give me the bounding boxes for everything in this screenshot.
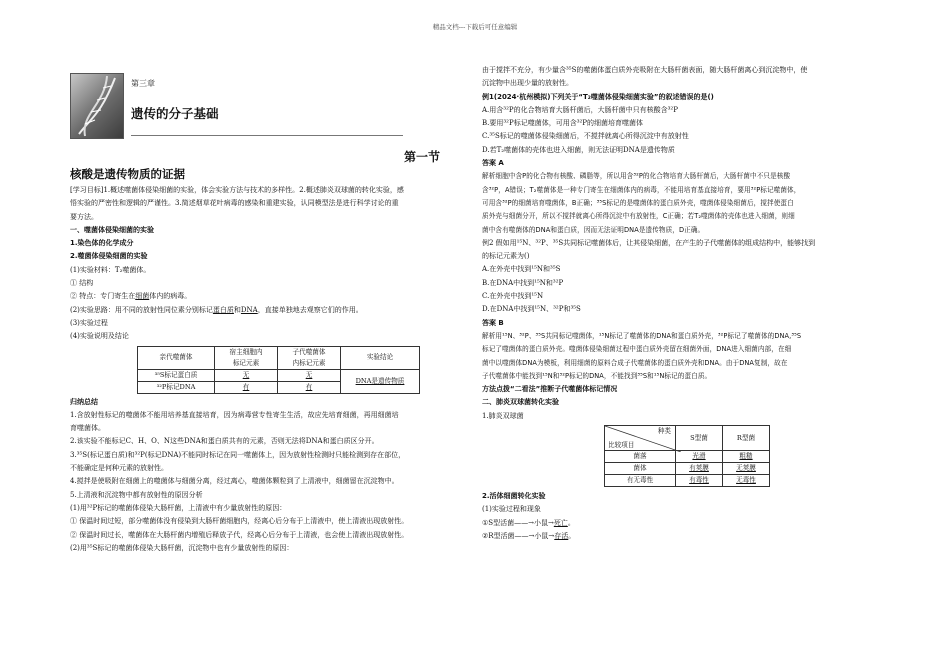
- text-feature: [70, 290, 470, 303]
- summary-7: ① 保温时间过短，部分噬菌体没有侵染到大肠杆菌细胞内，经离心后分布于上清液中，使上清液出现放射性。: [70, 517, 409, 526]
- text-idea: [70, 304, 470, 317]
- corner-bottom: 比较项目: [608, 441, 635, 450]
- option-2a: A.在外壳中找到¹⁵N和³⁵S: [482, 265, 561, 274]
- t: 体内的病毒。: [149, 292, 192, 301]
- th-parent: 亲代噬菌体: [138, 346, 215, 369]
- heading-pneumococcus: 二、肺炎双球菌转化实验: [482, 398, 559, 407]
- summary-4: 4.搅拌是使吸附在细菌上的噬菌体与细菌分离，经过离心，噬菌体颗粒到了上清液中，细菌留在沉淀物中。: [70, 477, 399, 486]
- cell: ³⁵S标记蛋白质: [138, 369, 215, 381]
- explanation-1-5: 菌中含有噬菌体的DNA和蛋白质，因而无法证明DNA是遗传物质，D正确。: [482, 225, 705, 234]
- title-rule: [131, 135, 403, 136]
- answer-2: 答案 B: [482, 318, 504, 327]
- cell: 无荚膜: [723, 463, 770, 475]
- summary-1: 1.含放射性标记的噬菌体不能用培养基直接培育，因为病毒营专性寄生生活，故应先培育细菌，再用细菌培: [70, 410, 399, 419]
- method-tip: 方法点拨“二看法”推断子代噬菌体标记情况: [482, 385, 618, 394]
- cell: ³²P标记DNA: [138, 381, 215, 393]
- blank-dna: DNA: [240, 305, 258, 314]
- blank-survive: 存活: [554, 531, 569, 540]
- t: ——→小鼠→: [514, 518, 554, 527]
- t: ② 特点：专门寄生在: [70, 292, 136, 301]
- cell: 无毒性: [723, 475, 770, 487]
- blank-bacteria: 细菌: [135, 292, 150, 301]
- text-process: (3)实验过程: [70, 318, 108, 327]
- heading-live-transform: 2.活体细菌转化实验: [482, 492, 546, 501]
- heading-chromosome: 1.染色体的化学成分: [70, 239, 134, 248]
- blank-death: 死亡: [553, 518, 568, 527]
- explanation-2-4: 子代噬菌体中能找到¹⁵N和³²P标记的DNA，不能找到³⁵S和¹⁵N标记的蛋白质。: [482, 371, 712, 380]
- th-conclusion: 实验结论: [341, 346, 420, 369]
- t: ，直接单独地去观察它们的作用。: [257, 305, 363, 314]
- pneumococcus-table: [604, 425, 770, 487]
- th-offspring: 子代噬菌体: [278, 346, 341, 358]
- heading-pneumococcus-1: 1.肺炎双球菌: [482, 411, 524, 420]
- continued-2: 沉淀物中出现少量的放射性。: [482, 79, 573, 88]
- example-2: 例2 假如用¹⁵N、³²P、³⁵S共同标记噬菌体后，让其侵染细菌，在产生的子代噬菌体的组成结构中，能够找到: [482, 238, 816, 247]
- cell: 光滑: [676, 451, 723, 463]
- row-toxicity: 有无毒性: [605, 475, 676, 487]
- chapter-label: 第三章: [131, 79, 155, 88]
- cell-conclusion: DNA是遗传物质: [341, 369, 420, 393]
- t: 和: [233, 305, 241, 314]
- th-host-2: 标记元素: [215, 358, 278, 370]
- summary-1b: 育噬菌体。: [70, 424, 105, 433]
- summary-9: (2)用³⁵S标记的噬菌体侵染大肠杆菌，沉淀物中也有少量放射性的原因：: [70, 543, 294, 552]
- t: ②R型活菌: [482, 531, 515, 540]
- th-host: 宿主细胞内: [215, 346, 278, 358]
- cell: 粗糙: [723, 451, 770, 463]
- cell: 有毒性: [676, 475, 723, 487]
- option-b: B.要用³²P标记噬菌体，可用含³²P的细菌培育噬菌体: [482, 119, 644, 128]
- text-material: (1)实验材料：T₂噬菌体。: [70, 265, 151, 274]
- text-conclusion: (4)实验说明及结论: [70, 332, 129, 341]
- explanation-1: 解析细胞中含P的化合物有核酸、磷脂等，所以用含³²P的化合物培育大肠杆菌后，大肠杆菌中不只是核酸: [482, 172, 791, 181]
- page-header: 精品文档---下载后可任意编辑: [432, 23, 518, 31]
- example-1: 例1(2024·杭州模拟)下列关于“T₂噬菌体侵染细菌实验”的叙述错误的是(): [482, 92, 714, 101]
- continued-1: 由于搅拌不充分，有少量含³⁵S的噬菌体蛋白质外壳吸附在大肠杆菌表面，随大肠杆菌离心到沉淀物中，使: [482, 66, 808, 74]
- cell: 有: [215, 381, 278, 393]
- learning-goals-3: 要方法。: [70, 212, 98, 221]
- th-s: S型菌: [676, 426, 723, 451]
- t: 。: [568, 531, 576, 540]
- corner-top: 种类: [657, 427, 671, 436]
- option-2c: C.在外壳中找到¹⁵N: [482, 292, 544, 301]
- summary-2: 2.该实验不能标记C、H、O、N这些DNA和蛋白质共有的元素，否则无法将DNA和蛋白质区分开。: [70, 437, 379, 446]
- summary-3: 3.³⁵S(标记蛋白质)和³²P(标记DNA)不能同时标记在同一噬菌体上，因为放射性检测时只能检测到存在部位，: [70, 450, 406, 459]
- row-body: 菌体: [605, 463, 676, 475]
- t: (2)实验思路：用不同的放射性同位素分别标记: [70, 305, 213, 314]
- text-process-2: (1)实验过程和现象: [482, 505, 541, 514]
- learning-goals: [学习目标]1.概述噬菌体侵染细菌的实验，体会实验方法与技术的多样性。2.概述肺炎双球菌的转化实验，感: [70, 186, 404, 194]
- step-s: [482, 517, 892, 530]
- explanation-2: 解析用¹⁵N、³²P、³⁵S共同标记噬菌体，¹⁵N标记了噬菌体的DNA和蛋白质外壳，³²P标记了噬菌体的DNA,³⁵S: [482, 331, 802, 340]
- text-structure: ① 结构: [70, 279, 94, 288]
- chapter-title: 遗传的分子基础: [131, 106, 219, 121]
- summary-8: ② 保温时间过长，噬菌体在大肠杆菌内增殖后释放子代，经离心后分布于上清液，也会使上清液出现放射性。: [70, 530, 409, 539]
- cell: 无: [278, 369, 341, 381]
- t: 。: [567, 518, 575, 527]
- right-column: [482, 64, 892, 543]
- explanation-2-3: 菌中以噬菌体DNA为模板，利用细菌的原料合成子代噬菌体的蛋白质外壳和DNA。由于DNA复制，故在: [482, 358, 788, 367]
- option-2d: D.在DNA中找到¹⁵N、³²P和³⁵S: [482, 305, 581, 314]
- row-colony: 菌落: [605, 451, 676, 463]
- phage-table: [137, 346, 420, 394]
- th-offspring-2: 内标记元素: [278, 358, 341, 370]
- blank-protein: 蛋白质: [212, 305, 234, 314]
- dna-helix-illustration: [70, 73, 124, 139]
- cell: 有荚膜: [676, 463, 723, 475]
- answer-1: 答案 A: [482, 159, 504, 168]
- section-title: 核酸是遗传物质的证据: [70, 167, 185, 181]
- explanation-1-4: 质外壳与细菌分开，所以不搅拌就离心所得沉淀中有放射性，C正确；若T₂噬菌体的壳体也进入细菌，则细: [482, 212, 795, 221]
- t: ——→小鼠→: [514, 531, 555, 540]
- cell: 无: [215, 369, 278, 381]
- section-label: 第一节: [404, 150, 441, 164]
- learning-goals-2: 悟实验的严密性和逻辑的严谨性。3.简述烟草花叶病毒的感染和重建实验，认同模型法是进行科学讨论的重: [70, 199, 399, 208]
- summary-6: (1)用³²P标记的噬菌体侵染大肠杆菌，上清液中有少量放射性的原因：: [70, 503, 287, 512]
- option-a: A.用含³²P的化合物培育大肠杆菌后，大肠杆菌中只有核酸含³²P: [482, 105, 678, 114]
- heading-phage: 一、噬菌体侵染细菌的实验: [70, 225, 154, 234]
- step-r: [482, 530, 892, 543]
- option-d: D.若T₂噬菌体的壳体也进入细菌，则无法证明DNA是遗传物质: [482, 145, 675, 154]
- summary-5: 5.上清液和沉淀物中都有放射性的原因分析: [70, 490, 203, 499]
- diag-cell: [605, 426, 676, 451]
- explanation-2-2: 标记了噬菌体的蛋白质外壳。噬菌体侵染细菌过程中蛋白质外壳留在细菌外面，DNA进入细菌内部，在细: [482, 345, 792, 354]
- explanation-1-2: 含³²P，A错误；T₂噬菌体是一种专门寄生在细菌体内的病毒，不能用培育基直接培育，要用³²P标记噬菌体，: [482, 185, 801, 194]
- summary-3b: 不能确定是何种元素的放射性。: [70, 464, 168, 473]
- cell: 有: [278, 381, 341, 393]
- option-2b: B.在DNA中找到¹⁵N和³²P: [482, 278, 564, 287]
- t: ①S型活菌: [482, 518, 515, 527]
- heading-experiment: 2.噬菌体侵染细菌的实验: [70, 252, 148, 261]
- example-2b: 的标记元素为(): [482, 252, 530, 261]
- option-c: C.³⁵S标记的噬菌体侵染细菌后，不搅拌就离心所得沉淀中有放射性: [482, 132, 689, 141]
- explanation-1-3: 可用含³²P的细菌培育噬菌体，B正确；³⁵S标记的是噬菌体的蛋白质外壳，噬菌体侵染细菌后，搅拌使蛋白: [482, 198, 794, 207]
- summary-heading: 归纳总结: [70, 397, 98, 406]
- left-column: [70, 184, 470, 555]
- th-r: R型菌: [723, 426, 770, 451]
